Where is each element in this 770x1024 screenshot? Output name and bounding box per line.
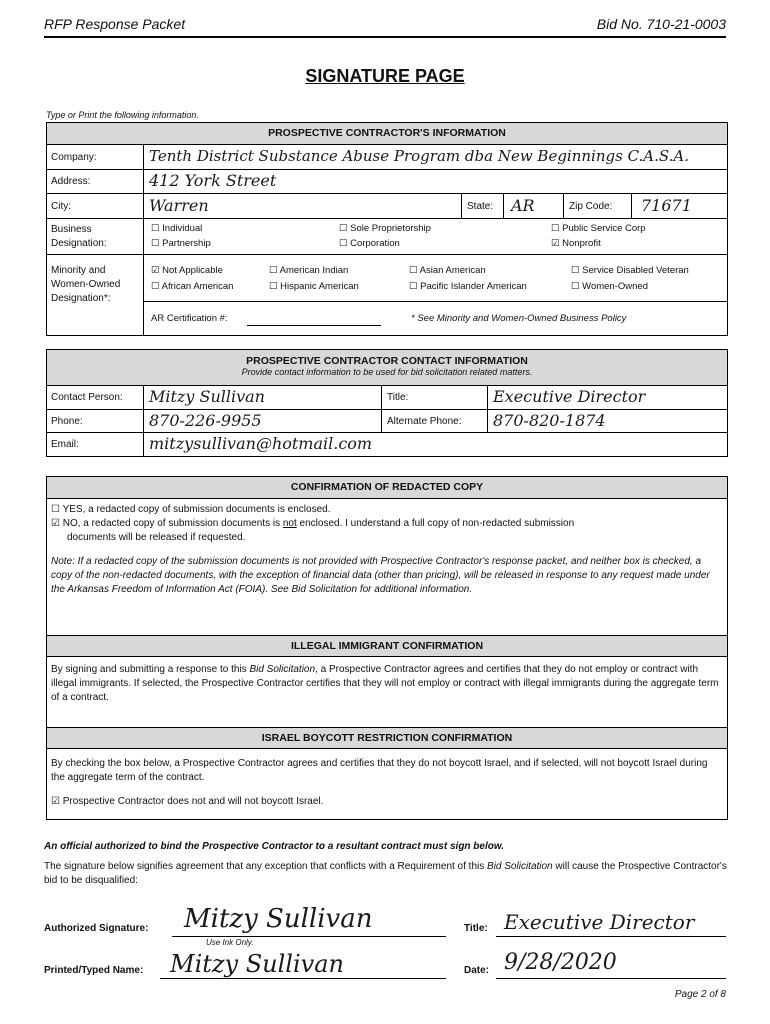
minority-label-2: Women-Owned (51, 279, 121, 290)
state-field[interactable]: AR (511, 196, 535, 215)
redacted-no-line-2: documents will be released if requested. (67, 532, 246, 543)
israel-boycott-text: By checking the box below, a Prospective Contractor agrees and certifies that they do not boycott Israel, and if selected, will not boycott Israel during the aggregate term of the contract. (51, 758, 708, 783)
contact-info-heading (47, 350, 727, 386)
city-label: City: (51, 201, 71, 212)
zip-field[interactable]: 71671 (641, 196, 692, 215)
city-row (47, 194, 727, 219)
signature-title-label: Title: (464, 923, 488, 934)
date-value: 9/28/2020 (504, 950, 617, 975)
address-field[interactable]: 412 York Street (149, 171, 277, 190)
agreement-text-a: The signature below signifies agreement that any exception that conflicts with a Requirement of this (44, 861, 488, 872)
address-label: Address: (51, 176, 91, 187)
signature-title-value: Executive Director (504, 910, 695, 934)
agreement-statement (44, 860, 734, 888)
sole-proprietorship-checkbox[interactable]: ☐ Sole Proprietorship (339, 223, 431, 234)
contractor-info-heading: PROSPECTIVE CONTRACTOR'S INFORMATION (47, 123, 727, 145)
redacted-heading: CONFIRMATION OF REDACTED COPY (47, 477, 727, 499)
company-row (47, 145, 727, 170)
authorized-signature-label: Authorized Signature: (44, 923, 149, 934)
alt-phone-label: Alternate Phone: (387, 416, 462, 427)
zip-label: Zip Code: (569, 201, 613, 212)
agreement-text-italic: Bid Solicitation (487, 861, 553, 872)
minority-label-3: Designation*: (51, 293, 111, 304)
phone-field[interactable]: 870-226-9955 (149, 411, 262, 430)
ar-certification-label: AR Certification #: (151, 313, 228, 324)
contact-info-title: PROSPECTIVE CONTRACTOR CONTACT INFORMATION (246, 355, 528, 367)
minority-label-1: Minority and (51, 265, 106, 276)
contact-person-field[interactable]: Mitzy Sullivan (149, 387, 265, 406)
business-label-1: Business (51, 224, 92, 235)
signature-title-line[interactable] (496, 936, 726, 937)
email-row (47, 433, 727, 456)
instruction-text: Type or Print the following information. (46, 110, 199, 120)
page-title: SIGNATURE PAGE (305, 66, 465, 86)
city-field[interactable]: Warren (149, 196, 209, 215)
contact-person-row (47, 386, 727, 410)
corporation-checkbox[interactable]: ☐ Corporation (339, 238, 400, 249)
agreement-text-b: will cause the Prospective Contractor's bid to be disqualified: (44, 861, 727, 886)
email-label: Email: (51, 439, 79, 450)
company-field[interactable]: Tenth District Substance Abuse Program dba New Beginnings C.A.S.A. (149, 147, 689, 165)
company-label: Company: (51, 152, 97, 163)
not-applicable-checkbox[interactable]: ☑ Not Applicable (151, 265, 223, 276)
header-right: Bid No. 710-21-0003 (596, 16, 726, 32)
partnership-checkbox[interactable]: ☐ Partnership (151, 238, 211, 249)
header-left: RFP Response Packet (44, 16, 186, 32)
african-american-checkbox[interactable]: ☐ African American (151, 281, 234, 292)
contact-title-field[interactable]: Executive Director (493, 387, 646, 406)
use-ink-note: Use Ink Only. (206, 938, 254, 947)
phone-label: Phone: (51, 416, 83, 427)
israel-boycott-checkbox[interactable]: ☑ Prospective Contractor does not and will not boycott Israel. (51, 796, 324, 807)
printed-name-value: Mitzy Sullivan (170, 950, 344, 978)
illegal-immigrant-heading: ILLEGAL IMMIGRANT CONFIRMATION (47, 635, 727, 657)
contractor-info-section (46, 122, 728, 336)
authorized-signature-value: Mitzy Sullivan (184, 904, 373, 934)
printed-name-line[interactable] (160, 978, 446, 979)
redacted-no-option[interactable] (51, 517, 574, 531)
alt-phone-field[interactable]: 870-820-1874 (493, 411, 606, 430)
contact-person-label: Contact Person: (51, 392, 123, 403)
hispanic-american-checkbox[interactable]: ☐ Hispanic American (269, 281, 359, 292)
redacted-no-not: not (282, 518, 297, 529)
nonprofit-checkbox[interactable]: ☑ Nonprofit (551, 238, 601, 249)
public-service-corp-checkbox[interactable]: ☐ Public Service Corp (551, 223, 646, 234)
official-statement: An official authorized to bind the Prospective Contractor to a resultant contract must sign below. (44, 841, 505, 852)
redacted-no-text-b: enclosed. I understand a full copy of non-redacted submission (296, 518, 575, 529)
printed-name-label: Printed/Typed Name: (44, 965, 144, 976)
illegal-immigrant-text (51, 663, 723, 705)
service-disabled-veteran-checkbox[interactable]: ☐ Service Disabled Veteran (571, 265, 689, 276)
ar-certification-field[interactable] (247, 325, 381, 326)
contact-info-subheading: Provide contact information to be used for bid solicitation related matters. (241, 367, 533, 377)
illegal-text-italic: Bid Solicitation (249, 664, 316, 675)
pacific-islander-checkbox[interactable]: ☐ Pacific Islander American (409, 281, 527, 292)
asian-american-checkbox[interactable]: ☐ Asian American (409, 265, 486, 276)
illegal-text-b: , a Prospective Contractor agrees and certifies that they do not employ or contract with illegal immigrants. If selected, the Prospective Contractor certifies that they will not employ or contract with illegal immigrants during the aggregate term of a contract. (51, 664, 719, 703)
individual-checkbox[interactable]: ☐ Individual (151, 223, 203, 234)
policy-note: * See Minority and Women-Owned Business Policy (411, 313, 627, 324)
women-owned-checkbox[interactable]: ☐ Women-Owned (571, 281, 648, 292)
phone-row (47, 410, 727, 433)
business-row (47, 219, 727, 255)
american-indian-checkbox[interactable]: ☐ American Indian (269, 265, 349, 276)
israel-boycott-heading: ISRAEL BOYCOTT RESTRICTION CONFIRMATION (47, 727, 727, 749)
redacted-note: Note: If a redacted copy of the submission documents is not provided with Prospective Contractor's response packet, and neither box is checked, a copy of the non-redacted documents, with the exception of financial data (other than pricing), will be released in response to any request made under the Arkansas Freedom of Information Act (FOIA). See Bid Solicitation for additional information. (51, 556, 710, 595)
illegal-text-a: By signing and submitting a response to this (51, 664, 250, 675)
contact-title-label: Title: (387, 392, 409, 403)
date-label: Date: (464, 965, 490, 976)
redacted-no-text-a: ☑ NO, a redacted copy of submission documents is (51, 518, 283, 529)
business-label-2: Designation: (51, 238, 107, 249)
minority-row (47, 255, 727, 335)
email-field[interactable]: mitzysullivan@hotmail.com (149, 434, 373, 453)
address-row (47, 170, 727, 194)
redacted-yes-option[interactable]: ☐ YES, a redacted copy of submission documents is enclosed. (51, 504, 331, 515)
state-label: State: (467, 201, 494, 212)
date-line[interactable] (496, 978, 726, 979)
page-header (44, 14, 726, 38)
contact-info-section (46, 349, 728, 457)
page-number: Page 2 of 8 (674, 989, 726, 1000)
confirmations-section (46, 476, 728, 820)
